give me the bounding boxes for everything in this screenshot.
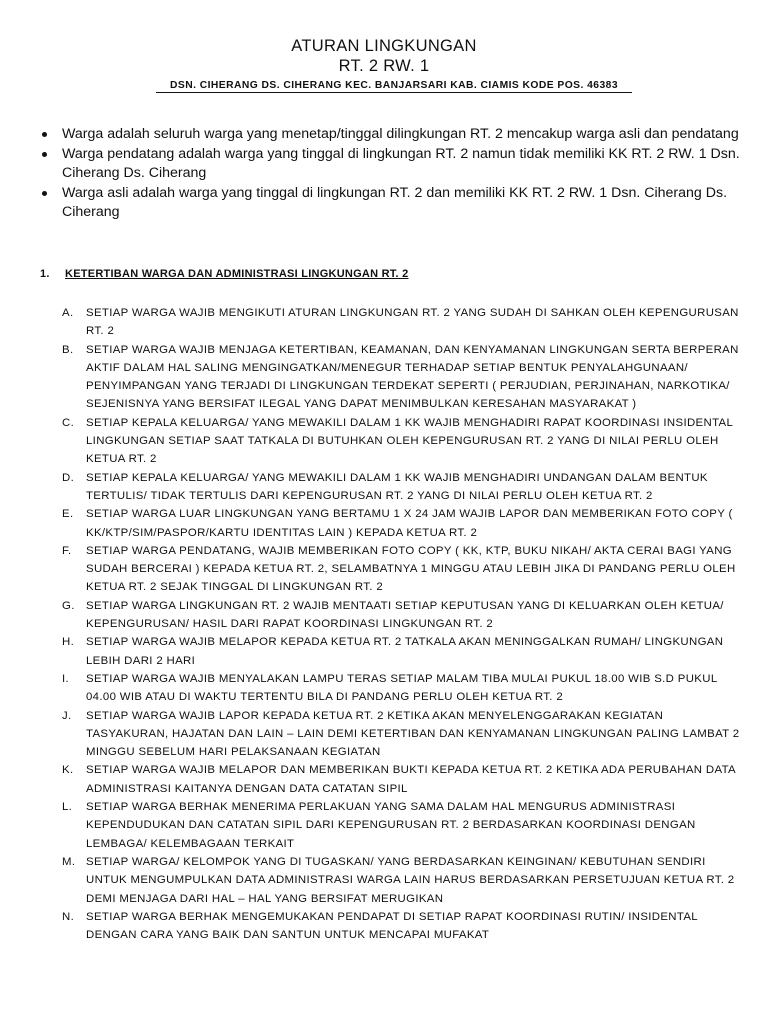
rule-item [62, 469, 740, 506]
rule-text: SETIAP WARGA WAJIB MELAPOR DAN MEMBERIKAN BUKTI KEPADA KETUA RT. 2 KETIKA ADA PERUBAHAN DATA ADMINISTRASI KAITANYA DENGAN DATA CATATAN SIPIL [86, 764, 736, 795]
rule-item [62, 505, 740, 542]
rule-item [62, 414, 740, 469]
rule-item [62, 798, 740, 853]
rule-item [62, 542, 740, 597]
rule-text: SETIAP WARGA LUAR LINGKUNGAN YANG BERTAMU 1 X 24 JAM WAJIB LAPOR DAN MEMBERIKAN FOTO COPY ( KK/KTP/SIM/PASPOR/KARTU IDENTITAS LAIN ) KEPADA KETUA RT. 2 [86, 508, 733, 539]
rule-text: SETIAP KEPALA KELUARGA/ YANG MEWAKILI DALAM 1 KK WAJIB MENGHADIRI RAPAT KOORDINASI INSIDENTAL LINGKUNGAN SETIAP SAAT TATKALA DI BUTUHKAN OLEH KEPENGURUSAN RT. 2 YANG DI NILAI PERLU OLEH KETUA RT. 2 [86, 416, 733, 466]
rule-text: SETIAP WARGA WAJIB MENYALAKAN LAMPU TERAS SETIAP MALAM TIBA MULAI PUKUL 18.00 WIB S.D PUKUL 04.00 WIB ATAU DI WAKTU TERTENTU BILA DI PANDANG PERLU OLEH KETUA RT. 2 [86, 672, 718, 704]
rule-letter: J. [62, 709, 72, 722]
document-subtitle: RT. 2 RW. 1 [338, 57, 430, 75]
rule-item [62, 853, 740, 908]
rule-item [62, 341, 740, 414]
rule-item [62, 304, 740, 341]
document-title: ATURAN LINGKUNGAN [291, 37, 477, 55]
rule-letter: D. [62, 471, 75, 484]
definition-item: Warga pendatang adalah warga yang tinggal di lingkungan RT. 2 namun tidak memiliki KK RT. 2 RW. 1 Dsn. Ciherang Ds. Ciherang [40, 145, 740, 184]
address-line: DSN. CIHERANG DS. CIHERANG KEC. BANJARSARI KAB. CIAMIS KODE POS. 46383 [156, 80, 632, 93]
rule-item [62, 597, 740, 634]
rule-letter: K. [62, 764, 74, 777]
rule-text: SETIAP KEPALA KELUARGA/ YANG MEWAKILI DALAM 1 KK WAJIB MENGHADIRI UNDANGAN DALAM BENTUK TERTULIS/ TIDAK TERTULIS DARI KEPENGURUSAN RT. 2 YANG DI NILAI PERLU OLEH KETUA RT. 2 [86, 471, 708, 502]
rule-letter: A. [62, 307, 74, 319]
definitions-list [40, 125, 740, 223]
rule-text: SETIAP WARGA BERHAK MENGEMUKAKAN PENDAPAT DI SETIAP RAPAT KOORDINASI RUTIN/ INSIDENTAL DENGAN CARA YANG BAIK DAN SANTUN UNTUK MENCAPAI MUFAKAT [86, 910, 698, 942]
rule-text: SETIAP WARGA/ KELOMPOK YANG DI TUGASKAN/ YANG BERDASARKAN KEINGINAN/ KEBUTUHAN SENDIRI UNTUK MENGUMPULKAN DATA ADMINISTRASI WARGA LAIN HARUS BERDASARKAN PERSETUJUAN KETUA RT. 2 DEMI MENJAGA DARI HAL – HAL YANG BERSIFAT MERUGIKAN [86, 855, 735, 905]
rule-text: SETIAP WARGA PENDATANG, WAJIB MEMBERIKAN FOTO COPY ( KK, KTP, BUKU NIKAH/ AKTA CERAI BAGI YANG SUDAH BERCERAI ) KEPADA KETUA RT. 2, SELAMBATNYA 1 MINGGU ATAU LEBIH JIKA DI PANDANG PERLU OLEH KETUA RT. 2 SEJAK TINGGAL DI LINGKUNGAN RT. 2 [86, 544, 736, 594]
rule-letter: L. [62, 801, 73, 814]
section-title: KETERTIBAN WARGA DAN ADMINISTRASI LINGKUNGAN RT. 2 [65, 268, 409, 280]
rule-letter: N. [62, 910, 75, 923]
rule-letter: B. [62, 343, 74, 356]
rule-letter: I. [62, 672, 70, 685]
rule-letter: C. [62, 416, 75, 429]
rule-text: SETIAP WARGA BERHAK MENERIMA PERLAKUAN YANG SAMA DALAM HAL MENGURUS ADMINISTRASI KEPENDUDUKAN DAN CATATAN SIPIL DARI KEPENGURUSAN RT. 2 BERDASARKAN KOORDINASI DENGAN LEMBAGA/ KELEMBAGAAN TERKAIT [86, 801, 696, 850]
rule-text: SETIAP WARGA WAJIB MELAPOR KEPADA KETUA RT. 2 TATKALA AKAN MENINGGALKAN RUMAH/ LINGKUNGAN LEBIH DARI 2 HARI [86, 636, 724, 667]
rule-letter: M. [62, 855, 76, 868]
section-number: 1. [40, 268, 50, 280]
rule-item [62, 707, 740, 762]
rule-text: SETIAP WARGA WAJIB MENJAGA KETERTIBAN, KEAMANAN, DAN KENYAMANAN LINGKUNGAN SERTA BERPERAN AKTIF DALAM HAL SALING MENGINGATKAN/MENEGUR TERHADAP SETIAP BENTUK PENYALAHGUNAAN/ PENYIMPANGAN YANG TERJADI DI LINGKUNGAN TERDEKAT SEPERTI ( PERJUDIAN, PERJINAHAN, NARKOTIKA/ SEJENISNYA YANG BERSIFAT ILEGAL YANG DAPAT MENIMBULKAN KERESAHAN MASYARAKAT ) [86, 343, 739, 411]
rules-list [62, 304, 740, 944]
rule-letter: G. [62, 599, 75, 612]
rule-item [62, 908, 740, 945]
rule-item [62, 761, 740, 798]
rule-letter: H. [62, 636, 75, 649]
section-heading [40, 268, 740, 280]
rule-text: SETIAP WARGA LINGKUNGAN RT. 2 WAJIB MENTAATI SETIAP KEPUTUSAN YANG DI KELUARKAN OLEH KETUA/ KEPENGURUSAN/ HASIL DARI RAPAT KOORDINASI LINGKUNGAN RT. 2 [86, 599, 724, 631]
rule-item [62, 633, 740, 670]
rule-letter: F. [62, 544, 72, 557]
definition-item: Warga adalah seluruh warga yang menetap/tinggal dilingkungan RT. 2 mencakup warga asli dan pendatang [40, 125, 740, 145]
rule-text: SETIAP WARGA WAJIB LAPOR KEPADA KETUA RT. 2 KETIKA AKAN MENYELENGGARAKAN KEGIATAN TASYAKURAN, HAJATAN DAN LAIN – LAIN DEMI KETERTIBAN DAN KENYAMANAN LINGKUNGAN PALING LAMBAT 2 MINGGU SEBELUM HARI PELAKSANAAN KEGIATAN [86, 709, 740, 759]
rule-item [62, 670, 740, 707]
rule-letter: E. [62, 508, 74, 521]
rule-text: SETIAP WARGA WAJIB MENGIKUTI ATURAN LINGKUNGAN RT. 2 YANG SUDAH DI SAHKAN OLEH KEPENGURUSAN RT. 2 [86, 307, 739, 338]
definition-item: Warga asli adalah warga yang tinggal di lingkungan RT. 2 dan memiliki KK RT. 2 RW. 1 Dsn. Ciherang Ds. Ciherang [40, 184, 740, 223]
